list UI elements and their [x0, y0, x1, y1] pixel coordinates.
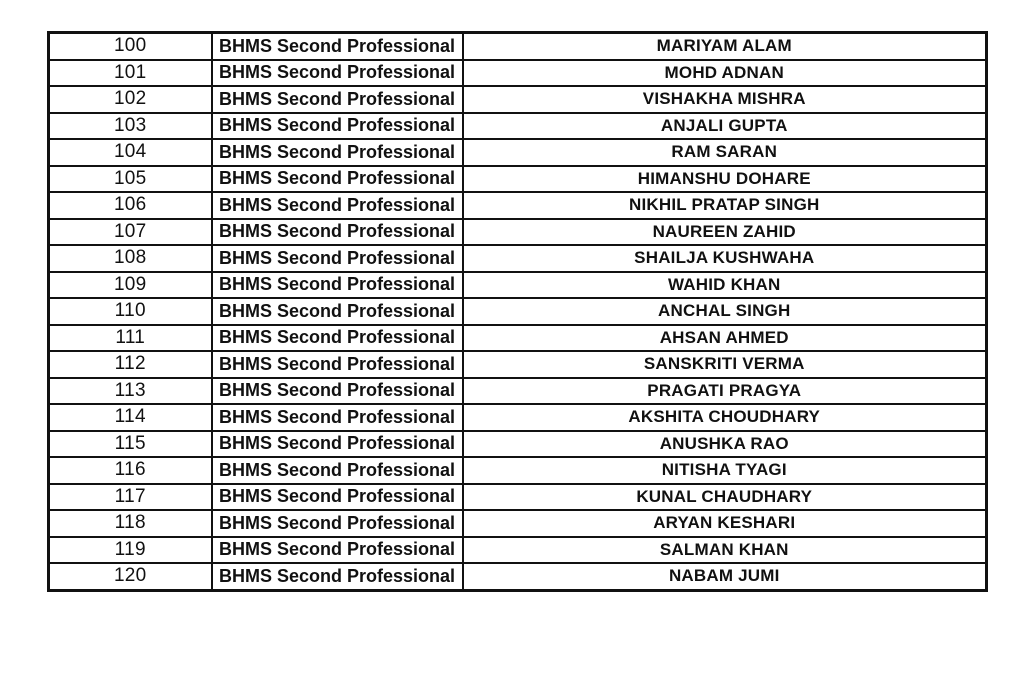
table-row	[49, 457, 987, 484]
student-name-cell: PRAGATI PRAGYA	[463, 378, 987, 405]
course-cell: BHMS Second Professional	[212, 113, 463, 140]
roll-number-cell: 112	[49, 351, 212, 378]
course-cell: BHMS Second Professional	[212, 60, 463, 87]
table-row	[49, 272, 987, 299]
table-row	[49, 33, 987, 60]
course-cell: BHMS Second Professional	[212, 166, 463, 193]
course-cell: BHMS Second Professional	[212, 192, 463, 219]
course-cell: BHMS Second Professional	[212, 351, 463, 378]
course-cell: BHMS Second Professional	[212, 537, 463, 564]
table-row	[49, 192, 987, 219]
table-row	[49, 510, 987, 537]
table-row	[49, 484, 987, 511]
table-row	[49, 563, 987, 590]
table-row	[49, 245, 987, 272]
table-row	[49, 60, 987, 87]
roll-number-cell: 105	[49, 166, 212, 193]
table-row	[49, 86, 987, 113]
table-row	[49, 298, 987, 325]
student-name-cell: ANCHAL SINGH	[463, 298, 987, 325]
course-cell: BHMS Second Professional	[212, 563, 463, 590]
roll-number-cell: 109	[49, 272, 212, 299]
student-name-cell: NITISHA TYAGI	[463, 457, 987, 484]
course-cell: BHMS Second Professional	[212, 219, 463, 246]
roll-number-cell: 108	[49, 245, 212, 272]
table-row	[49, 537, 987, 564]
course-cell: BHMS Second Professional	[212, 510, 463, 537]
table-row	[49, 166, 987, 193]
course-cell: BHMS Second Professional	[212, 484, 463, 511]
table-row	[49, 378, 987, 405]
roll-number-cell: 119	[49, 537, 212, 564]
roll-number-cell: 116	[49, 457, 212, 484]
course-cell: BHMS Second Professional	[212, 325, 463, 352]
roll-number-cell: 104	[49, 139, 212, 166]
roll-number-cell: 102	[49, 86, 212, 113]
course-cell: BHMS Second Professional	[212, 404, 463, 431]
table-row	[49, 431, 987, 458]
course-cell: BHMS Second Professional	[212, 245, 463, 272]
roll-number-cell: 120	[49, 563, 212, 590]
table-row	[49, 404, 987, 431]
student-name-cell: KUNAL CHAUDHARY	[463, 484, 987, 511]
course-cell: BHMS Second Professional	[212, 431, 463, 458]
table-row	[49, 219, 987, 246]
course-cell: BHMS Second Professional	[212, 457, 463, 484]
roll-number-cell: 110	[49, 298, 212, 325]
student-name-cell: AKSHITA CHOUDHARY	[463, 404, 987, 431]
roll-number-cell: 101	[49, 60, 212, 87]
student-name-cell: HIMANSHU DOHARE	[463, 166, 987, 193]
student-name-cell: NABAM JUMI	[463, 563, 987, 590]
table-row	[49, 113, 987, 140]
student-name-cell: SALMAN KHAN	[463, 537, 987, 564]
roll-number-cell: 118	[49, 510, 212, 537]
student-list-table	[47, 31, 988, 592]
student-name-cell: ARYAN KESHARI	[463, 510, 987, 537]
roll-number-cell: 114	[49, 404, 212, 431]
student-name-cell: ANJALI GUPTA	[463, 113, 987, 140]
roll-number-cell: 113	[49, 378, 212, 405]
student-name-cell: WAHID KHAN	[463, 272, 987, 299]
table-row	[49, 351, 987, 378]
roll-number-cell: 100	[49, 33, 212, 60]
course-cell: BHMS Second Professional	[212, 86, 463, 113]
roll-number-cell: 103	[49, 113, 212, 140]
roll-number-cell: 117	[49, 484, 212, 511]
course-cell: BHMS Second Professional	[212, 272, 463, 299]
student-list-table-body	[49, 33, 987, 591]
student-name-cell: ANUSHKA RAO	[463, 431, 987, 458]
table-row	[49, 325, 987, 352]
student-name-cell: RAM SARAN	[463, 139, 987, 166]
student-name-cell: NAUREEN ZAHID	[463, 219, 987, 246]
roll-number-cell: 111	[49, 325, 212, 352]
student-name-cell: MOHD ADNAN	[463, 60, 987, 87]
course-cell: BHMS Second Professional	[212, 33, 463, 60]
student-name-cell: VISHAKHA MISHRA	[463, 86, 987, 113]
course-cell: BHMS Second Professional	[212, 139, 463, 166]
student-name-cell: MARIYAM ALAM	[463, 33, 987, 60]
table-row	[49, 139, 987, 166]
student-name-cell: SANSKRITI VERMA	[463, 351, 987, 378]
roll-number-cell: 107	[49, 219, 212, 246]
roll-number-cell: 115	[49, 431, 212, 458]
student-name-cell: NIKHIL PRATAP SINGH	[463, 192, 987, 219]
roll-number-cell: 106	[49, 192, 212, 219]
course-cell: BHMS Second Professional	[212, 378, 463, 405]
student-name-cell: AHSAN AHMED	[463, 325, 987, 352]
student-name-cell: SHAILJA KUSHWAHA	[463, 245, 987, 272]
course-cell: BHMS Second Professional	[212, 298, 463, 325]
